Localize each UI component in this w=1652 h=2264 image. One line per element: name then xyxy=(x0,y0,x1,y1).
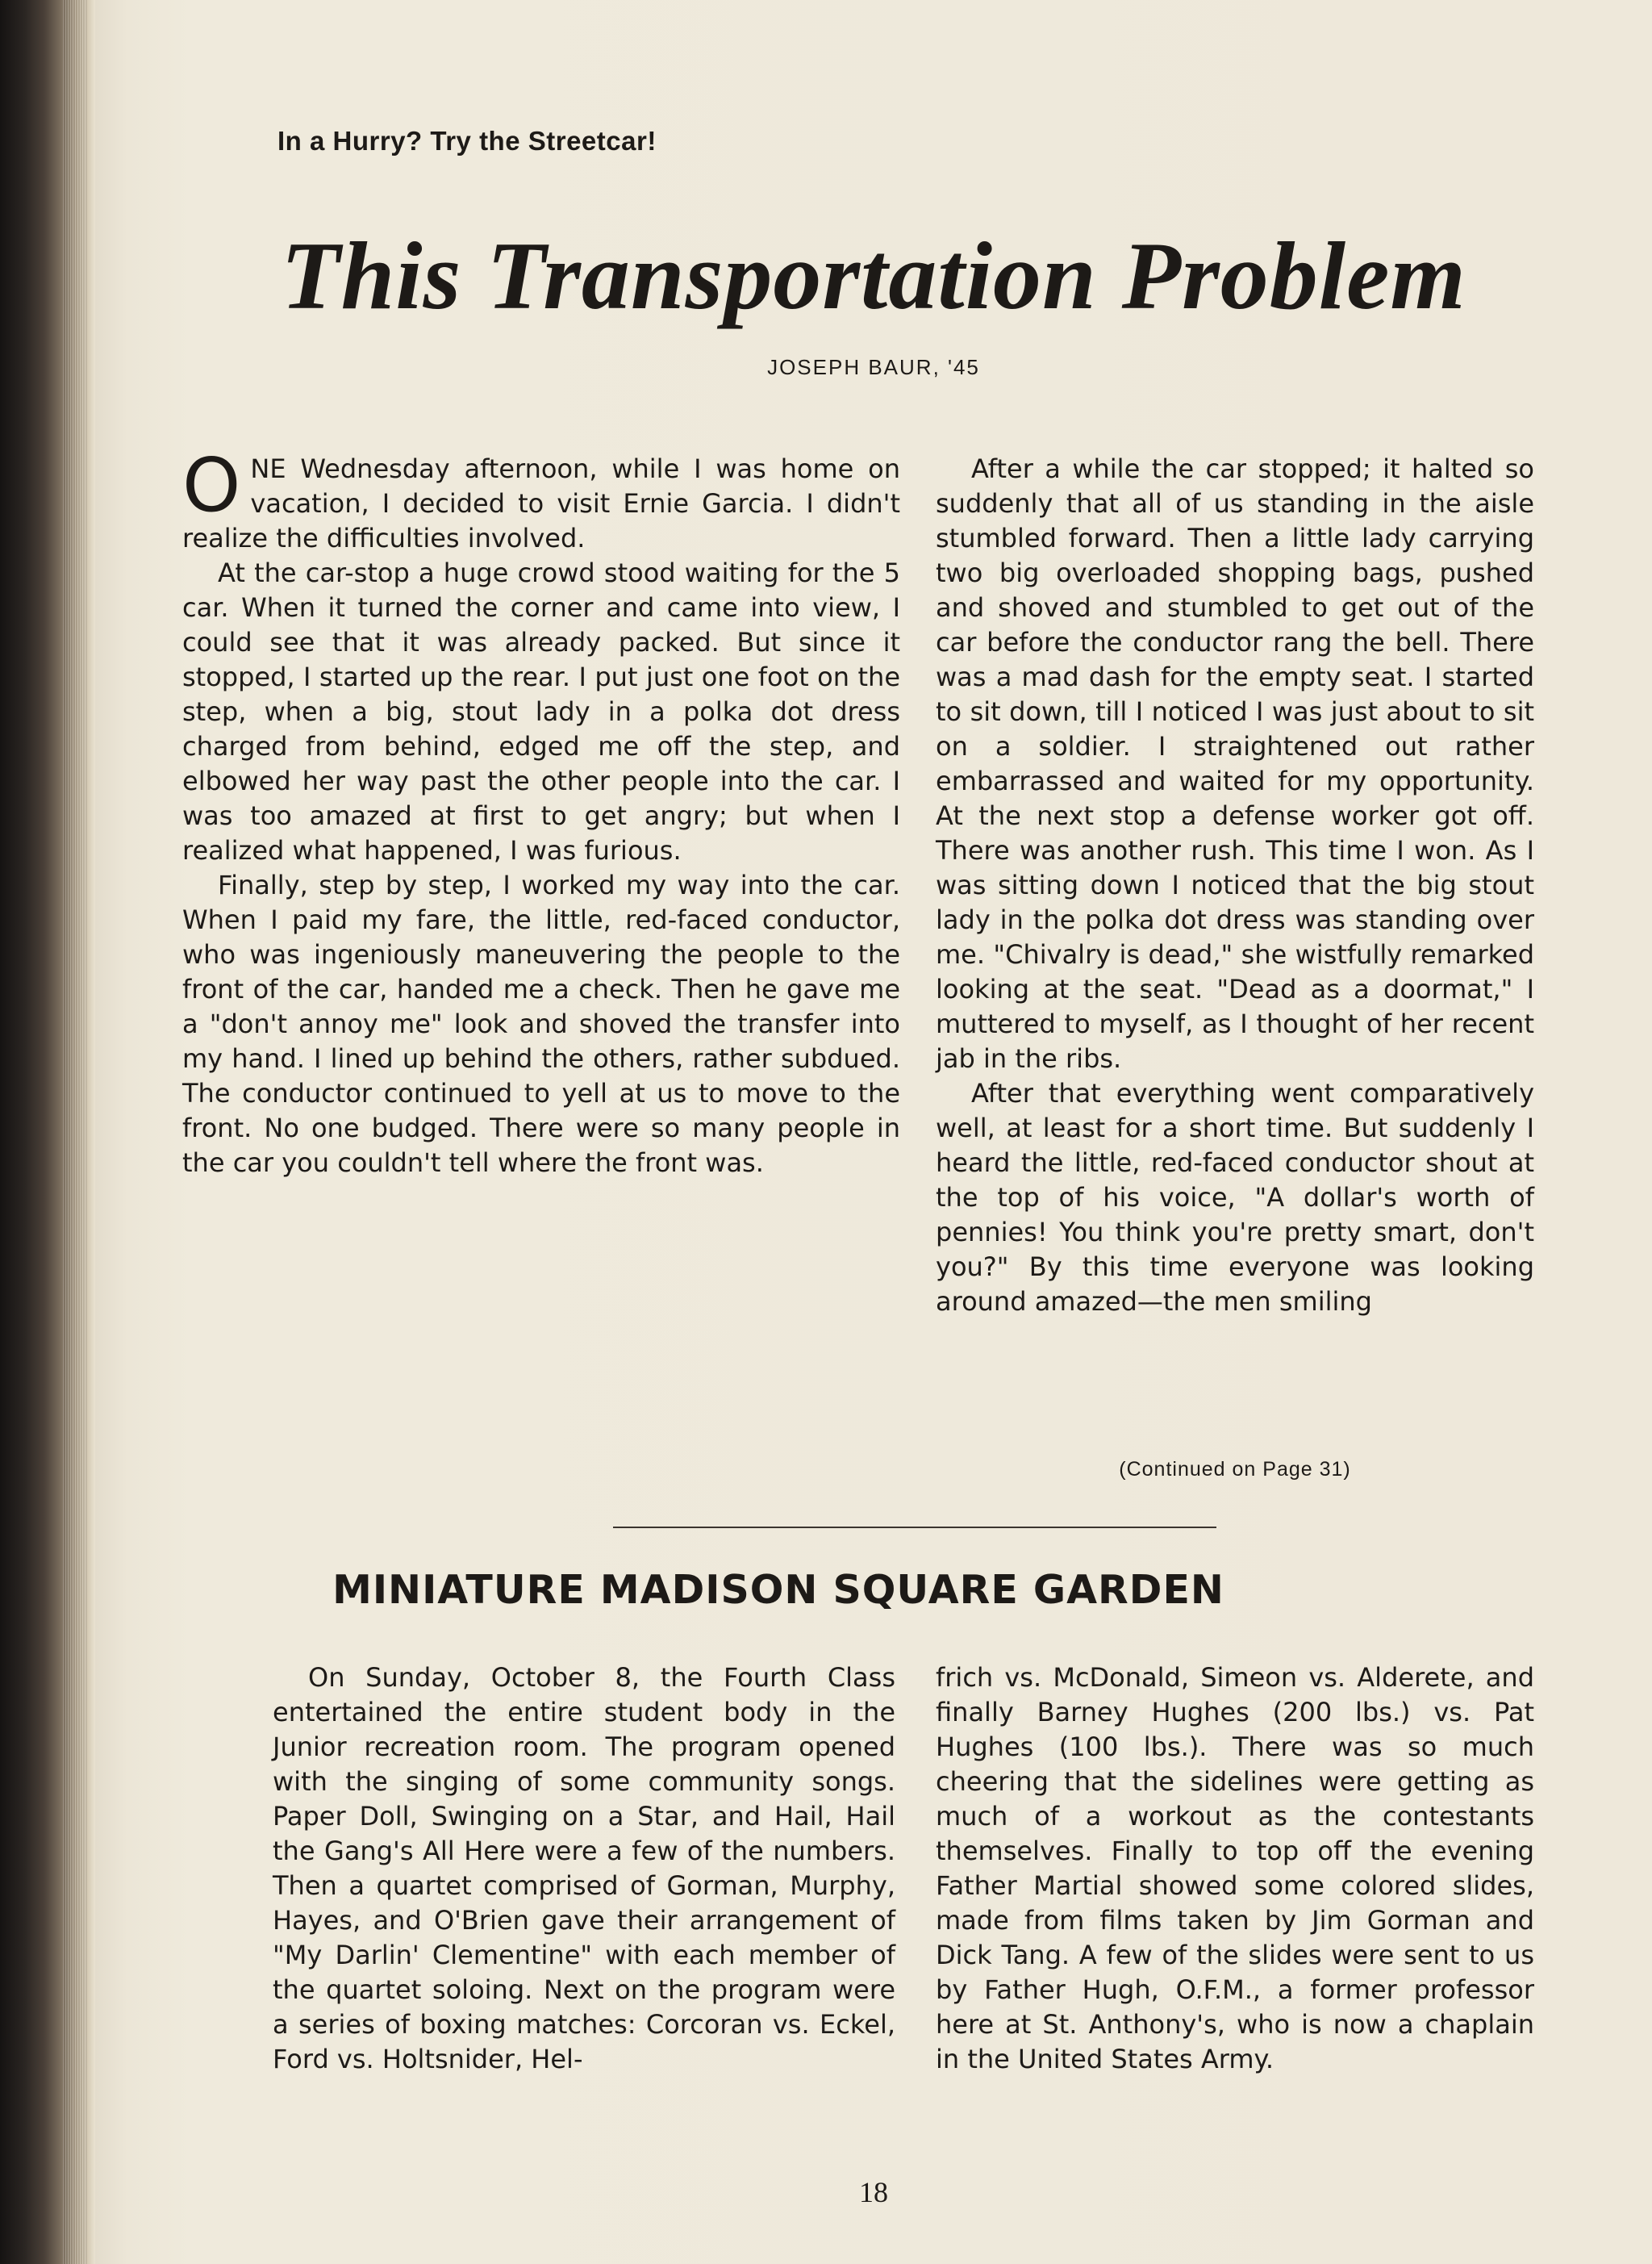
paragraph: frich vs. McDonald, Simeon vs. Alderete, and finally Barney Hughes (200 lbs.) vs. Pat Hughes (100 lbs.). There was so much cheering that the sidelines were getting as much of a workout as the contestants themselves. Finally to top off the evening Father Martial showed some colored slides, made from films taken by Jim Gorman and Dick Tang. A few of the slides were sent to us by Father Hugh, O.F.M., a former professor here at St. Anthony's, who is now a chaplain in the United States Army. xyxy=(936,1662,1534,2074)
paragraph: On Sunday, October 8, the Fourth Class entertained the entire student body in the Junior recreation room. The program opened with the singing of some community songs. Paper Doll, Swinging on a Star, and Hail, Hail the Gang's All Here were a few of the numbers. Then a quartet comprised of Gorman, Murphy, Hayes, and O'Brien gave their arrangement of "My Darlin' Clementine" with each member of the quartet soloing. Next on the program were a series of boxing matches: Corcoran vs. Eckel, Ford vs. Holtsnider, Hel- xyxy=(273,1662,895,2074)
kicker: In a Hurry? Try the Streetcar! xyxy=(277,126,657,156)
paragraph: After that everything went comparatively well, at least for a short time. But suddenly I heard the little, red-faced conductor shout at the top of his voice, "A dollar's worth of pennies! You think you're pretty smart, don't you?" By this time everyone was looking around amazed—the men smiling xyxy=(936,1078,1534,1317)
book-binding xyxy=(0,0,95,2264)
byline: JOSEPH BAUR, '45 xyxy=(767,355,980,379)
paragraph: ONE Wednesday afternoon, while I was home on vacation, I decided to visit Ernie Garcia. I didn't realize the difficulties involved. xyxy=(182,442,900,553)
article2-column-right xyxy=(936,1660,1534,2077)
article-column-right xyxy=(936,452,1534,1319)
section-divider xyxy=(613,1527,1216,1528)
paragraph: Finally, step by step, I worked my way into the car. When I paid my fare, the little, red-faced conductor, who was ingeniously maneuvering the people to the front of the car, handed me a check. Then he gave me a "don't annoy me" look and shoved the transfer into my hand. I lined up behind the others, rather subdued. The conductor continued to yell at us to move to the front. No one budged. There were so many people in the car you couldn't tell where the front was. xyxy=(182,870,900,1178)
article-column-left xyxy=(182,442,900,1180)
section-heading: MINIATURE MADISON SQUARE GARDEN xyxy=(332,1567,1224,1613)
article2-column-left xyxy=(273,1660,895,2077)
article-title: This Transportation Problem xyxy=(281,222,1466,329)
drop-cap: O xyxy=(182,442,241,528)
paragraph: At the car-stop a huge crowd stood waiting for the 5 car. When it turned the corner and came into view, I could see that it was already packed. But since it stopped, I started up the rear. I put just one foot on the step, when a big, stout lady in a polka dot dress charged from behind, edged me off the step, and elbowed her way past the other people into the car. I was too amazed at first to get angry; but when I realized what happened, I was furious. xyxy=(182,558,900,866)
paragraph: After a while the car stopped; it halted so suddenly that all of us standing in the aisle stumbled forward. Then a little lady carrying two big overloaded shopping bags, pushed and shoved and stumbled to get out of the car before the conductor rang the bell. There was a mad dash for the empty seat. I started to sit down, till I noticed I was just about to sit on a soldier. I straightened out rather embarrassed and waited for my opportunity. At the next stop a defense worker got off. There was another rush. This time I won. As I was sitting down I noticed that the big stout lady in the polka dot dress was standing over me. "Chivalry is dead," she wistfully remarked looking at the seat. "Dead as a doormat," I muttered to myself, as I thought of her recent jab in the ribs. xyxy=(936,453,1534,1074)
continued-note: (Continued on Page 31) xyxy=(1119,1458,1351,1481)
page-number: 18 xyxy=(859,2176,888,2208)
